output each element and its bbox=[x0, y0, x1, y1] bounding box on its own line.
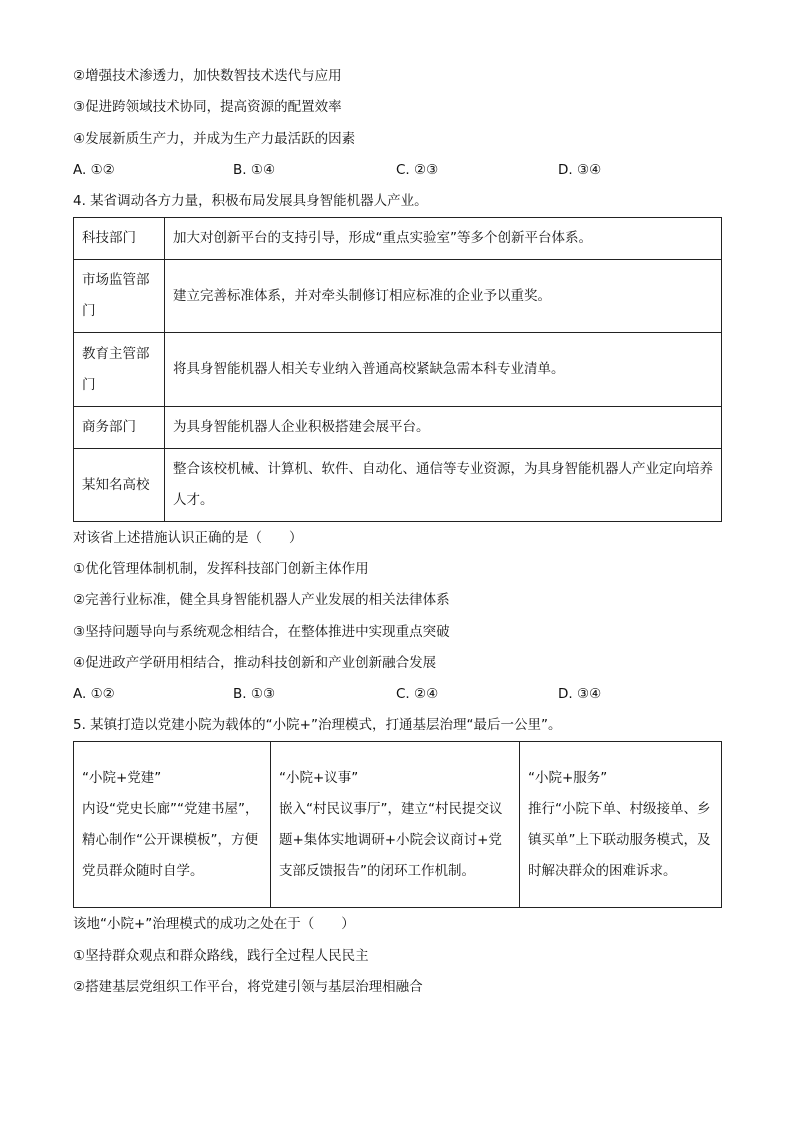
cell-title: “小院+服务” bbox=[528, 769, 608, 786]
table-row bbox=[74, 449, 722, 522]
cell-body: 推行“小院下单、村级接单、乡镇买单”上下联动服务模式，及时解决群众的困难诉求。 bbox=[528, 800, 711, 879]
q3-option-d: D. ③④ bbox=[558, 162, 602, 178]
dept-cell: 科技部门 bbox=[74, 218, 165, 260]
q4-stem: 4. 某省调动各方力量，积极布局发展具身智能机器人产业。 bbox=[73, 193, 428, 209]
q4-measures-table bbox=[73, 217, 722, 522]
dept-cell: 教育主管部门 bbox=[74, 333, 165, 407]
table-row bbox=[74, 218, 722, 260]
dept-cell: 市场监管部门 bbox=[74, 260, 165, 333]
table-row bbox=[74, 407, 722, 449]
q4-item-4: ④促进政产学研用相结合，推动科技创新和产业创新融合发展 bbox=[73, 655, 437, 671]
dept-cell: 某知名高校 bbox=[74, 449, 165, 522]
q4-option-c: C. ②④ bbox=[396, 686, 439, 702]
model-cell-service bbox=[520, 742, 722, 908]
q5-item-2: ②搭建基层党组织工作平台，将党建引领与基层治理相融合 bbox=[73, 979, 423, 995]
table-row bbox=[74, 742, 722, 908]
measure-cell: 为具身智能机器人企业积极搭建会展平台。 bbox=[165, 407, 722, 449]
cell-body: 嵌入“村民议事厅”，建立“村民提交议题+集体实地调研+小院会议商讨+党支部反馈报告”的闭环工作机制。 bbox=[279, 800, 503, 879]
model-cell-party bbox=[74, 742, 271, 908]
model-cell-discussion bbox=[271, 742, 520, 908]
measure-cell: 整合该校机械、计算机、软件、自动化、通信等专业资源，为具身智能机器人产业定向培养人才。 bbox=[165, 449, 722, 522]
q5-model-table bbox=[73, 741, 722, 908]
q5-stem: 5. 某镇打造以党建小院为载体的“小院+”治理模式，打通基层治理“最后一公里”。 bbox=[73, 717, 562, 733]
q4-item-1: ①优化管理体制机制，发挥科技部门创新主体作用 bbox=[73, 561, 369, 577]
cell-body: 内设“党史长廊”“党建书屋”，精心制作“公开课模板”，方便党员群众随时自学。 bbox=[82, 800, 259, 879]
q3-item-3: ③促进跨领域技术协同，提高资源的配置效率 bbox=[73, 99, 342, 115]
cell-title: “小院+党建” bbox=[82, 769, 162, 786]
measure-cell: 将具身智能机器人相关专业纳入普通高校紧缺急需本科专业清单。 bbox=[165, 333, 722, 407]
q3-option-b: B. ①④ bbox=[233, 162, 276, 178]
q5-question: 该地“小院+”治理模式的成功之处在于（ ） bbox=[73, 916, 355, 932]
q4-option-d: D. ③④ bbox=[558, 686, 602, 702]
q3-item-4: ④发展新质生产力，并成为生产力最活跃的因素 bbox=[73, 131, 356, 147]
q4-item-2: ②完善行业标准，健全具身智能机器人产业发展的相关法律体系 bbox=[73, 592, 450, 608]
q4-option-a: A. ①② bbox=[73, 686, 115, 702]
q4-question: 对该省上述措施认识正确的是（ ） bbox=[73, 530, 303, 546]
dept-cell: 商务部门 bbox=[74, 407, 165, 449]
q5-item-1: ①坚持群众观点和群众路线，践行全过程人民民主 bbox=[73, 948, 369, 964]
q4-option-b: B. ①③ bbox=[233, 686, 276, 702]
q3-option-a: A. ①② bbox=[73, 162, 115, 178]
q3-item-2: ②增强技术渗透力，加快数智技术迭代与应用 bbox=[73, 68, 342, 84]
q3-option-c: C. ②③ bbox=[396, 162, 439, 178]
measure-cell: 建立完善标准体系，并对牵头制修订相应标准的企业予以重奖。 bbox=[165, 260, 722, 333]
table-row bbox=[74, 260, 722, 333]
measure-cell: 加大对创新平台的支持引导，形成“重点实验室”等多个创新平台体系。 bbox=[165, 218, 722, 260]
q4-item-3: ③坚持问题导向与系统观念相结合，在整体推进中实现重点突破 bbox=[73, 624, 450, 640]
cell-title: “小院+议事” bbox=[279, 769, 359, 786]
table-row bbox=[74, 333, 722, 407]
